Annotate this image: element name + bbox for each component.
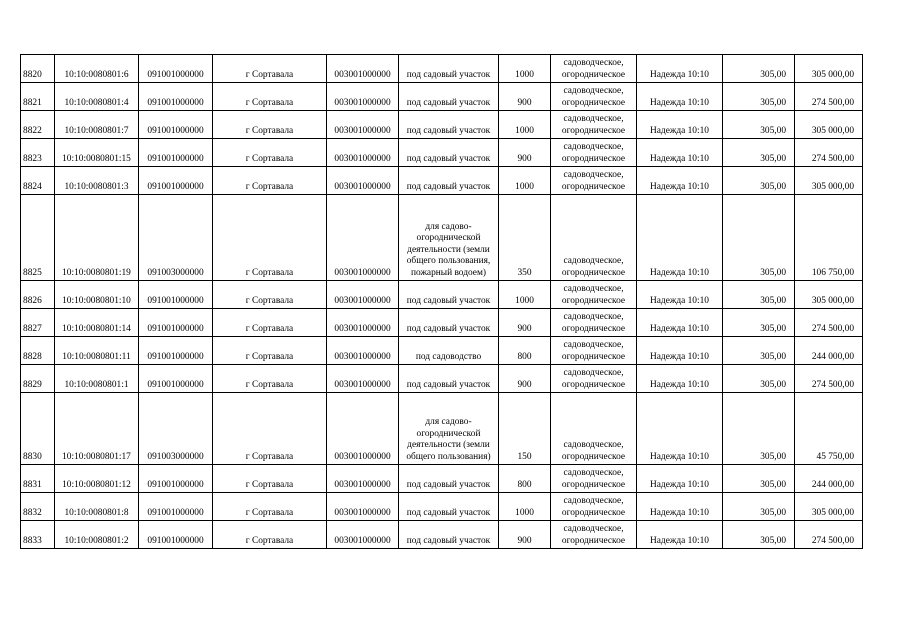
row-number-cell: 8830 (21, 393, 55, 465)
cadastral-number-cell: 10:10:0080801:14 (55, 309, 139, 337)
cadastral-quarter-cell: Надежда 10:10 (637, 465, 723, 493)
permitted-use-cell: для садово-огороднической деятельности (земли общего пользования) (399, 393, 499, 465)
cadastral-number-cell: 10:10:0080801:3 (55, 167, 139, 195)
row-number-cell: 8824 (21, 167, 55, 195)
row-number-cell: 8833 (21, 521, 55, 549)
table-row (21, 493, 863, 521)
locality-cell: г Сортавала (213, 337, 327, 365)
area-cell: 1000 (499, 111, 551, 139)
cadastral-value-cell: 244 000,00 (795, 465, 863, 493)
row-number-cell: 8832 (21, 493, 55, 521)
cadastral-quarter-cell: Надежда 10:10 (637, 493, 723, 521)
area-cell: 800 (499, 337, 551, 365)
use-type-cell: садоводческое, огородническое (551, 393, 637, 465)
category-code-cell: 003001000000 (327, 83, 399, 111)
locality-cell: г Сортавала (213, 465, 327, 493)
area-cell: 1000 (499, 167, 551, 195)
okato-code-cell: 091001000000 (139, 111, 213, 139)
table-row (21, 195, 863, 281)
specific-value-cell: 305,00 (723, 337, 795, 365)
permitted-use-cell: для садово-огороднической деятельности (земли общего пользования, пожарный водоем) (399, 195, 499, 281)
area-cell: 900 (499, 83, 551, 111)
category-code-cell: 003001000000 (327, 281, 399, 309)
locality-cell: г Сортавала (213, 83, 327, 111)
locality-cell: г Сортавала (213, 55, 327, 83)
permitted-use-cell: под садовый участок (399, 309, 499, 337)
category-code-cell: 003001000000 (327, 465, 399, 493)
use-type-cell: садоводческое, огородническое (551, 465, 637, 493)
use-type-cell: садоводческое, огородническое (551, 167, 637, 195)
okato-code-cell: 091001000000 (139, 139, 213, 167)
table-body (21, 55, 863, 549)
okato-code-cell: 091001000000 (139, 281, 213, 309)
use-type-cell: садоводческое, огородническое (551, 139, 637, 167)
specific-value-cell: 305,00 (723, 139, 795, 167)
area-cell: 900 (499, 521, 551, 549)
use-type-cell: садоводческое, огородническое (551, 195, 637, 281)
row-number-cell: 8821 (21, 83, 55, 111)
category-code-cell: 003001000000 (327, 167, 399, 195)
table-row (21, 83, 863, 111)
locality-cell: г Сортавала (213, 281, 327, 309)
use-type-cell: садоводческое, огородническое (551, 55, 637, 83)
locality-cell: г Сортавала (213, 195, 327, 281)
cadastral-number-cell: 10:10:0080801:1 (55, 365, 139, 393)
locality-cell: г Сортавала (213, 493, 327, 521)
cadastral-number-cell: 10:10:0080801:11 (55, 337, 139, 365)
cadastral-number-cell: 10:10:0080801:17 (55, 393, 139, 465)
row-number-cell: 8827 (21, 309, 55, 337)
okato-code-cell: 091001000000 (139, 465, 213, 493)
locality-cell: г Сортавала (213, 139, 327, 167)
area-cell: 900 (499, 365, 551, 393)
specific-value-cell: 305,00 (723, 309, 795, 337)
specific-value-cell: 305,00 (723, 521, 795, 549)
area-cell: 350 (499, 195, 551, 281)
table-row (21, 55, 863, 83)
locality-cell: г Сортавала (213, 111, 327, 139)
okato-code-cell: 091001000000 (139, 309, 213, 337)
category-code-cell: 003001000000 (327, 139, 399, 167)
permitted-use-cell: под садовый участок (399, 365, 499, 393)
permitted-use-cell: под садовый участок (399, 167, 499, 195)
okato-code-cell: 091003000000 (139, 393, 213, 465)
cadastral-quarter-cell: Надежда 10:10 (637, 337, 723, 365)
use-type-cell: садоводческое, огородническое (551, 337, 637, 365)
permitted-use-cell: под садовый участок (399, 55, 499, 83)
cadastral-number-cell: 10:10:0080801:15 (55, 139, 139, 167)
okato-code-cell: 091003000000 (139, 195, 213, 281)
row-number-cell: 8823 (21, 139, 55, 167)
specific-value-cell: 305,00 (723, 111, 795, 139)
permitted-use-cell: под садовый участок (399, 83, 499, 111)
cadastral-value-cell: 305 000,00 (795, 167, 863, 195)
row-number-cell: 8825 (21, 195, 55, 281)
cadastral-number-cell: 10:10:0080801:6 (55, 55, 139, 83)
row-number-cell: 8828 (21, 337, 55, 365)
category-code-cell: 003001000000 (327, 365, 399, 393)
category-code-cell: 003001000000 (327, 493, 399, 521)
cadastral-quarter-cell: Надежда 10:10 (637, 393, 723, 465)
specific-value-cell: 305,00 (723, 83, 795, 111)
okato-code-cell: 091001000000 (139, 167, 213, 195)
cadastral-quarter-cell: Надежда 10:10 (637, 521, 723, 549)
specific-value-cell: 305,00 (723, 281, 795, 309)
cadastral-quarter-cell: Надежда 10:10 (637, 139, 723, 167)
table-row (21, 139, 863, 167)
okato-code-cell: 091001000000 (139, 83, 213, 111)
category-code-cell: 003001000000 (327, 393, 399, 465)
okato-code-cell: 091001000000 (139, 493, 213, 521)
table-row (21, 309, 863, 337)
cadastral-number-cell: 10:10:0080801:8 (55, 493, 139, 521)
permitted-use-cell: под садовый участок (399, 281, 499, 309)
row-number-cell: 8826 (21, 281, 55, 309)
cadastral-quarter-cell: Надежда 10:10 (637, 167, 723, 195)
category-code-cell: 003001000000 (327, 521, 399, 549)
cadastral-quarter-cell: Надежда 10:10 (637, 309, 723, 337)
permitted-use-cell: под садовый участок (399, 111, 499, 139)
table-row (21, 393, 863, 465)
cadastral-quarter-cell: Надежда 10:10 (637, 281, 723, 309)
permitted-use-cell: под садоводство (399, 337, 499, 365)
permitted-use-cell: под садовый участок (399, 493, 499, 521)
locality-cell: г Сортавала (213, 521, 327, 549)
cadastral-value-cell: 305 000,00 (795, 55, 863, 83)
table-row (21, 465, 863, 493)
land-register-table (20, 54, 863, 549)
area-cell: 900 (499, 139, 551, 167)
cadastral-number-cell: 10:10:0080801:4 (55, 83, 139, 111)
cadastral-value-cell: 274 500,00 (795, 521, 863, 549)
category-code-cell: 003001000000 (327, 337, 399, 365)
cadastral-number-cell: 10:10:0080801:10 (55, 281, 139, 309)
table-row (21, 365, 863, 393)
cadastral-quarter-cell: Надежда 10:10 (637, 365, 723, 393)
locality-cell: г Сортавала (213, 309, 327, 337)
category-code-cell: 003001000000 (327, 195, 399, 281)
cadastral-quarter-cell: Надежда 10:10 (637, 111, 723, 139)
locality-cell: г Сортавала (213, 167, 327, 195)
okato-code-cell: 091001000000 (139, 521, 213, 549)
area-cell: 900 (499, 309, 551, 337)
cadastral-value-cell: 274 500,00 (795, 309, 863, 337)
category-code-cell: 003001000000 (327, 309, 399, 337)
permitted-use-cell: под садовый участок (399, 139, 499, 167)
cadastral-value-cell: 305 000,00 (795, 493, 863, 521)
cadastral-value-cell: 305 000,00 (795, 111, 863, 139)
use-type-cell: садоводческое, огородническое (551, 281, 637, 309)
permitted-use-cell: под садовый участок (399, 465, 499, 493)
category-code-cell: 003001000000 (327, 111, 399, 139)
use-type-cell: садоводческое, огородническое (551, 521, 637, 549)
row-number-cell: 8822 (21, 111, 55, 139)
area-cell: 1000 (499, 281, 551, 309)
cadastral-quarter-cell: Надежда 10:10 (637, 83, 723, 111)
area-cell: 1000 (499, 55, 551, 83)
cadastral-value-cell: 106 750,00 (795, 195, 863, 281)
table-row (21, 521, 863, 549)
cadastral-value-cell: 274 500,00 (795, 365, 863, 393)
locality-cell: г Сортавала (213, 393, 327, 465)
cadastral-number-cell: 10:10:0080801:7 (55, 111, 139, 139)
specific-value-cell: 305,00 (723, 365, 795, 393)
use-type-cell: садоводческое, огородническое (551, 493, 637, 521)
cadastral-value-cell: 244 000,00 (795, 337, 863, 365)
cadastral-number-cell: 10:10:0080801:12 (55, 465, 139, 493)
cadastral-value-cell: 274 500,00 (795, 83, 863, 111)
okato-code-cell: 091001000000 (139, 55, 213, 83)
use-type-cell: садоводческое, огородническое (551, 111, 637, 139)
specific-value-cell: 305,00 (723, 465, 795, 493)
row-number-cell: 8820 (21, 55, 55, 83)
cadastral-value-cell: 305 000,00 (795, 281, 863, 309)
cadastral-value-cell: 45 750,00 (795, 393, 863, 465)
cadastral-value-cell: 274 500,00 (795, 139, 863, 167)
locality-cell: г Сортавала (213, 365, 327, 393)
area-cell: 150 (499, 393, 551, 465)
table-row (21, 337, 863, 365)
area-cell: 1000 (499, 493, 551, 521)
specific-value-cell: 305,00 (723, 493, 795, 521)
area-cell: 800 (499, 465, 551, 493)
specific-value-cell: 305,00 (723, 195, 795, 281)
cadastral-quarter-cell: Надежда 10:10 (637, 55, 723, 83)
okato-code-cell: 091001000000 (139, 337, 213, 365)
use-type-cell: садоводческое, огородническое (551, 83, 637, 111)
table-row (21, 281, 863, 309)
cadastral-number-cell: 10:10:0080801:19 (55, 195, 139, 281)
category-code-cell: 003001000000 (327, 55, 399, 83)
use-type-cell: садоводческое, огородническое (551, 309, 637, 337)
specific-value-cell: 305,00 (723, 393, 795, 465)
cadastral-number-cell: 10:10:0080801:2 (55, 521, 139, 549)
row-number-cell: 8831 (21, 465, 55, 493)
use-type-cell: садоводческое, огородническое (551, 365, 637, 393)
permitted-use-cell: под садовый участок (399, 521, 499, 549)
cadastral-quarter-cell: Надежда 10:10 (637, 195, 723, 281)
table-row (21, 111, 863, 139)
table-row (21, 167, 863, 195)
row-number-cell: 8829 (21, 365, 55, 393)
specific-value-cell: 305,00 (723, 167, 795, 195)
okato-code-cell: 091001000000 (139, 365, 213, 393)
specific-value-cell: 305,00 (723, 55, 795, 83)
